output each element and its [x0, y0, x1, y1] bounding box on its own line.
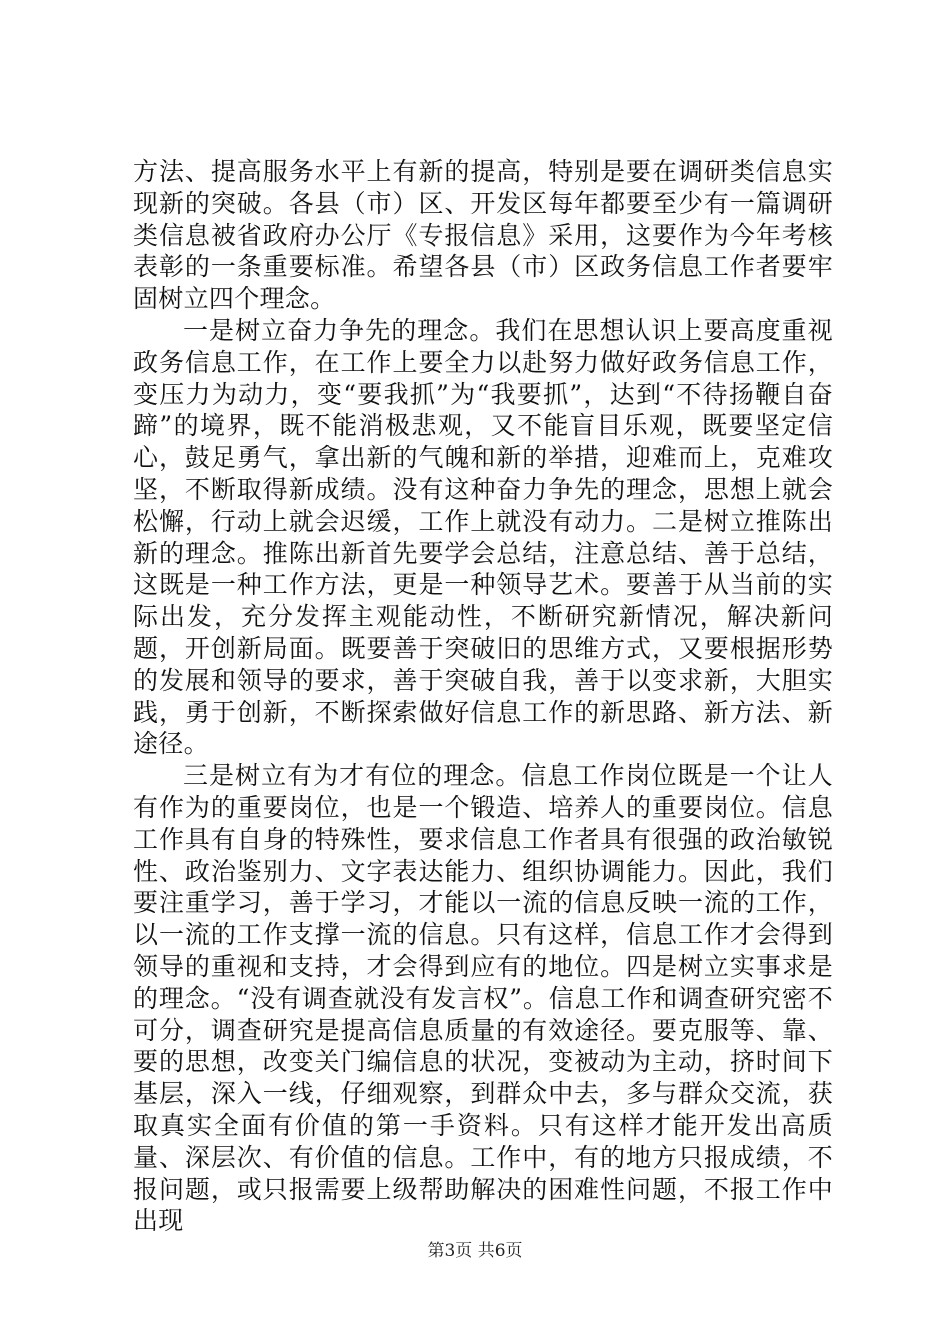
paragraph-continuation: 方法、提高服务水平上有新的提高，特别是要在调研类信息实现新的突破。各县（市）区、开发区每年都要至少有一篇调研类信息被省政府办公厅《专报信息》采用，这要作为今年考核表彰的一条重要标准。希望各县（市）区政务信息工作者要牢固树立四个理念。	[133, 157, 833, 314]
paragraph-third: 三是树立有为才有位的理念。信息工作岗位既是一个让人有作为的重要岗位，也是一个锻造、培养人的重要岗位。信息工作具有自身的特殊性，要求信息工作者具有很强的政治敏锐性、政治鉴别力、文字表达能力、组织协调能力。因此，我们要注重学习，善于学习，才能以一流的信息反映一流的工作，以一流的工作支撑一流的信息。只有这样，信息工作才会得到领导的重视和支持，才会得到应有的地位。四是树立实事求是的理念。“没有调查就没有发言权”。信息工作和调查研究密不可分，调查研究是提高信息质量的有效途径。要克服等、靠、要的思想，改变关门编信息的状况，变被动为主动，挤时间下基层，深入一线，仔细观察，到群众中去，多与群众交流，获取真实全面有价值的第一手资料。只有这样才能开发出高质量、深层次、有价值的信息。工作中，有的地方只报成绩，不报问题，或只报需要上级帮助解决的困难性问题，不报工作中出现	[133, 761, 833, 1236]
page-footer: 第3页 共6页	[427, 1241, 523, 1261]
paragraph-second: 一是树立奋力争先的理念。我们在思想认识上要高度重视政务信息工作，在工作上要全力以赴努力做好政务信息工作，变压力为动力，变“要我抓”为“我要抓”，达到“不待扬鞭自奋蹄”的境界，既不能消极悲观，又不能盲目乐观，既要坚定信心，鼓足勇气，拿出新的气魄和新的举措，迎难而上，克难攻坚，不断取得新成绩。没有这种奋力争先的理念，思想上就会松懈，行动上就会迟缓，工作上就没有动力。二是树立推陈出新的理念。推陈出新首先要学会总结，注意总结、善于总结，这既是一种工作方法，更是一种领导艺术。要善于从当前的实际出发，充分发挥主观能动性，不断研究新情况，解决新问题，开创新局面。既要善于突破旧的思维方式，又要根据形势的发展和领导的要求，善于突破自我，善于以变求新，大胆实践，勇于创新，不断探索做好信息工作的新思路、新方法、新途径。	[133, 315, 833, 759]
document-body	[133, 156, 833, 1237]
